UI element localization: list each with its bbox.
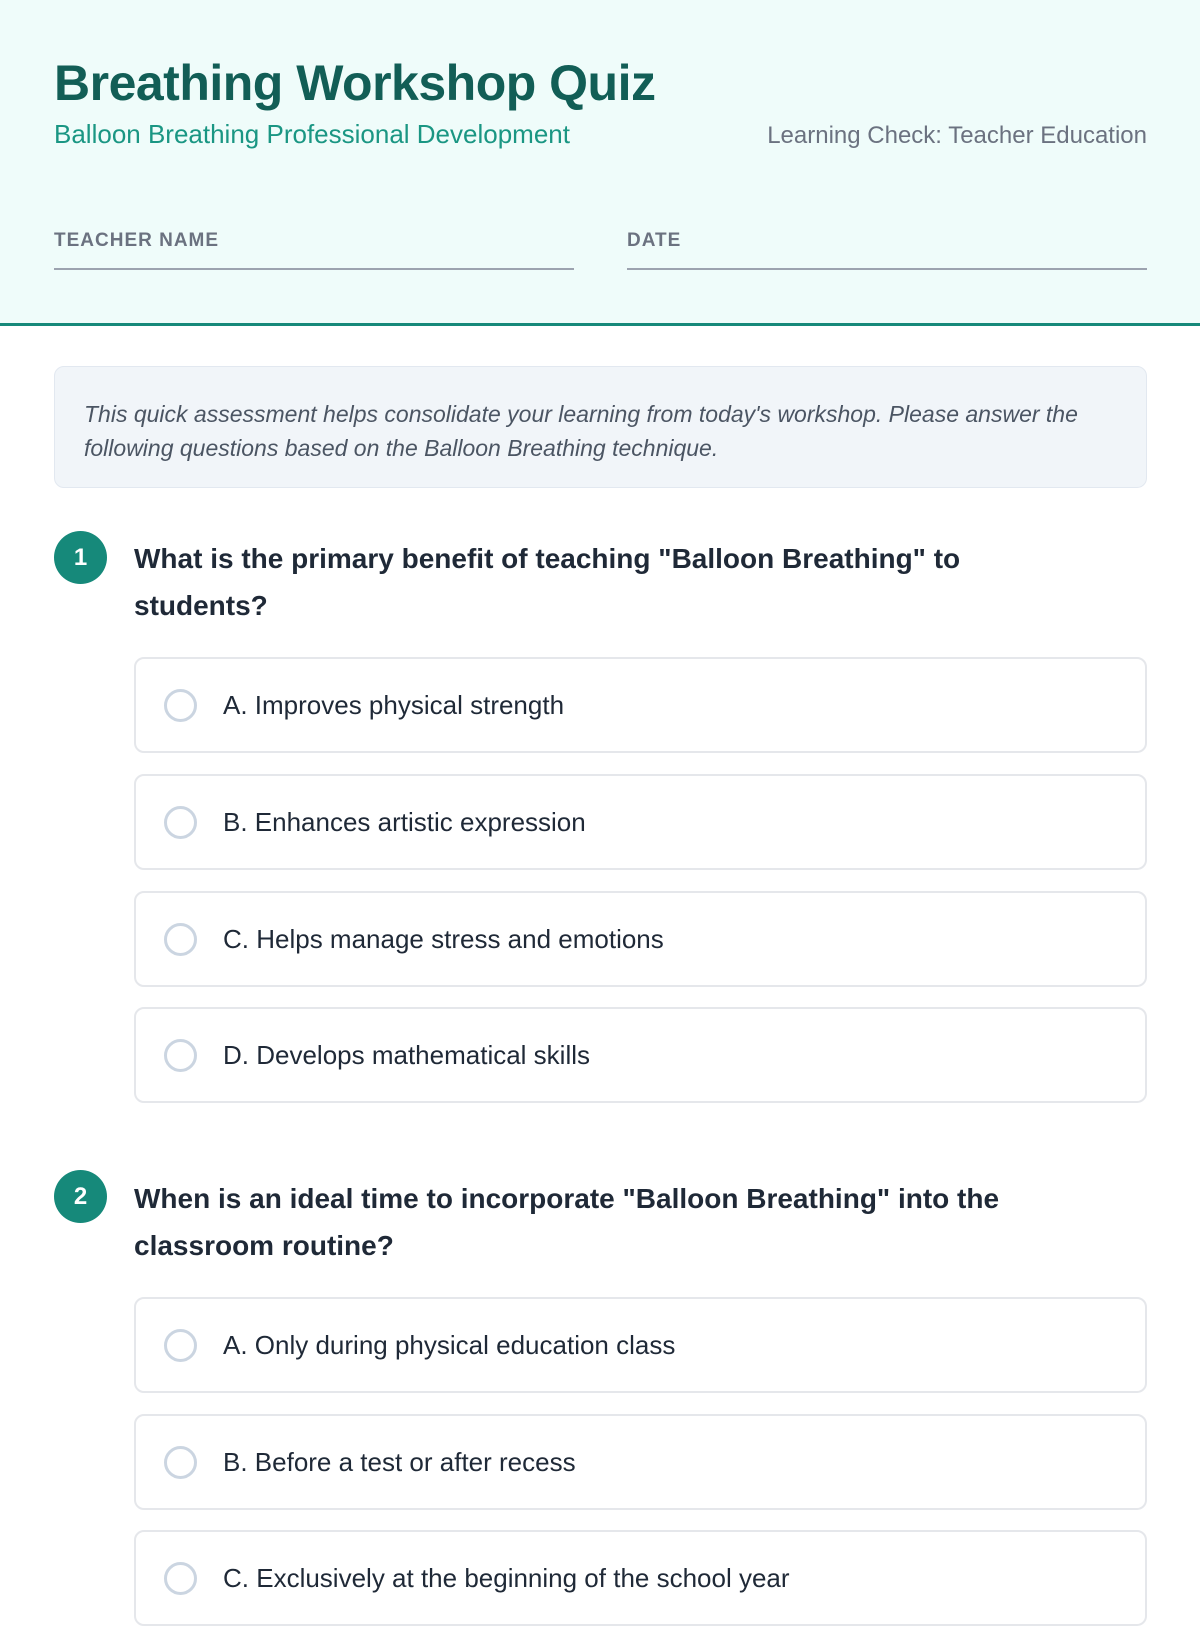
intro-note: This quick assessment helps consolidate your learning from today's workshop. Please answer the following questions based on the Balloon Breathing technique. <box>54 366 1147 488</box>
question-text: What is the primary benefit of teaching "Balloon Breathing" to students? <box>134 543 961 621</box>
answer-option[interactable] <box>134 1530 1147 1626</box>
page-title: Breathing Workshop Quiz <box>54 55 656 111</box>
question-number-badge: 2 <box>54 1170 107 1223</box>
question-text: When is an ideal time to incorporate "Balloon Breathing" into the classroom routine? <box>134 1183 1000 1261</box>
answer-option[interactable] <box>134 774 1147 870</box>
option-label: B. Enhances artistic expression <box>223 806 586 837</box>
answer-option[interactable] <box>134 1007 1147 1103</box>
radio-button[interactable] <box>164 689 197 722</box>
option-label: B. Before a test or after recess <box>223 1446 576 1477</box>
option-label: A. Only during physical education class <box>223 1329 676 1360</box>
option-label: A. Improves physical strength <box>223 689 565 720</box>
radio-button[interactable] <box>164 1446 197 1479</box>
radio-button[interactable] <box>164 1329 197 1362</box>
radio-button[interactable] <box>164 1039 197 1072</box>
answer-option[interactable] <box>134 1414 1147 1510</box>
quiz-header <box>0 0 1200 326</box>
option-label: D. Develops mathematical skills <box>223 1039 591 1070</box>
question-number-badge: 1 <box>54 531 107 584</box>
date-label: DATE <box>627 230 682 251</box>
radio-button[interactable] <box>164 806 197 839</box>
answer-option[interactable] <box>134 657 1147 753</box>
option-label: C. Exclusively at the beginning of the school year <box>223 1562 790 1593</box>
option-label: C. Helps manage stress and emotions <box>223 923 664 954</box>
radio-button[interactable] <box>164 1562 197 1595</box>
learning-check-label: Learning Check: Teacher Education <box>767 122 1147 149</box>
teacher-name-field[interactable] <box>54 230 574 270</box>
answer-option[interactable] <box>134 1297 1147 1393</box>
teacher-name-label: TEACHER NAME <box>54 230 220 251</box>
answer-option[interactable] <box>134 891 1147 987</box>
date-field[interactable] <box>627 230 1147 270</box>
page-subtitle: Balloon Breathing Professional Development <box>54 119 570 149</box>
radio-button[interactable] <box>164 923 197 956</box>
